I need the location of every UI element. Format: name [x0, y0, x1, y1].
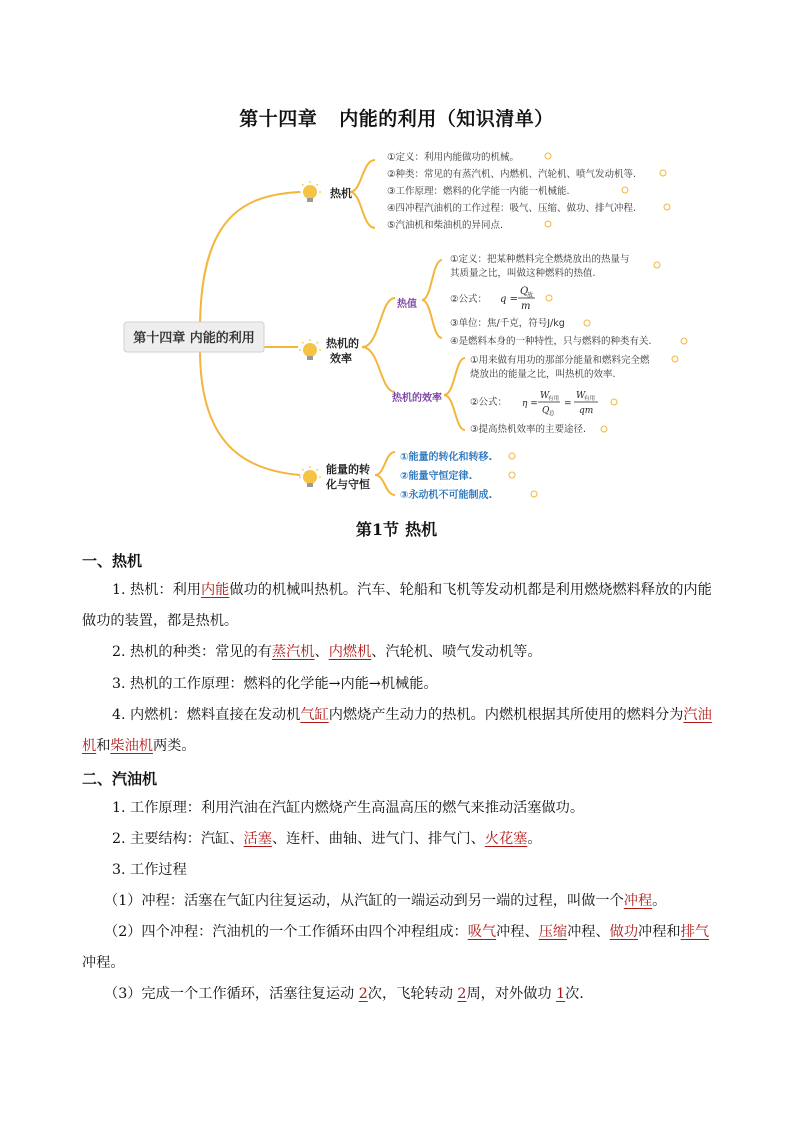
lightbulb-icon [299, 181, 321, 202]
svg-text:=: = [564, 399, 572, 409]
mm-item: ⑤汽油机和柴油机的异同点. [387, 220, 504, 231]
mm-item: ①能量的转化和转移. [400, 452, 493, 463]
mm-item: ④四冲程汽油机的工作过程：吸气、压缩、做功、排气冲程. [387, 203, 637, 214]
mm-item: ②种类：常见的有蒸汽机、内燃机、汽轮机、喷气发动机等. [387, 169, 637, 180]
mm-item: ④是燃料本身的一种特性，只与燃料的种类有关. [450, 336, 652, 347]
svg-text:q =: q = [500, 294, 518, 305]
svg-text:m: m [521, 301, 531, 312]
brace-fuel-value [422, 260, 442, 338]
paragraph-structure: 2. 主要结构：汽缸、活塞、连杆、曲轴、进气门、排气门、火花塞。 [112, 831, 542, 847]
mm-item: ①用来做有用功的那部分能量和燃料完全燃 [470, 355, 650, 366]
sub-label-fuel-value: 热值 [397, 299, 417, 310]
paragraph-stroke: （1）冲程：活塞在气缸内往复运动，从汽缸的一端运动到另一端的过程，叫做一个冲程。 [104, 893, 667, 909]
heading-gasoline-engine: 二、汽油机 [82, 770, 158, 788]
brace-engine-efficiency [444, 358, 465, 430]
mm-item: ②公式： [470, 397, 508, 408]
svg-text:有用: 有用 [584, 396, 596, 402]
mind-map [0, 140, 793, 510]
mm-item: ③提高热机效率的主要途径. [470, 424, 587, 435]
svg-text:Q: Q [542, 406, 550, 416]
svg-text:总: 总 [549, 411, 555, 417]
paragraph-four-strokes: （2）四个冲程：汽油机的一个工作循环由四个冲程组成：吸气冲程、压缩冲程、做功冲程和排气冲程。 [82, 924, 710, 971]
lightbulb-icon [299, 466, 321, 487]
mm-item: ②公式： [450, 294, 488, 305]
mm-item: ①定义：利用内能做功的机械。 [387, 152, 520, 163]
branch-label-heat-engine: 热机 [330, 187, 352, 200]
paragraph-process: 3. 工作过程 [112, 862, 187, 878]
svg-text:Q: Q [520, 286, 529, 297]
branch-label-energy-1: 能量的转 [326, 463, 370, 476]
mm-item: ①定义：把某种燃料完全燃烧放出的热量与 [450, 254, 630, 265]
lightbulb-icon [299, 339, 321, 360]
formula-engine-efficiency [522, 391, 598, 417]
paragraph-principle: 3. 热机的工作原理：燃料的化学能→内能→机械能。 [112, 676, 438, 692]
svg-text:W: W [540, 391, 550, 401]
section-title: 第1节 热机 [355, 520, 438, 539]
branch-label-efficiency-1: 热机的 [326, 337, 359, 350]
brace-efficiency [362, 298, 395, 392]
branch-label-energy-2: 化与守恒 [326, 478, 370, 491]
mm-item: ③永动机不可能制成. [400, 490, 493, 501]
svg-text:放: 放 [527, 292, 534, 299]
svg-text:W: W [576, 391, 586, 401]
brace-energy [375, 452, 395, 495]
svg-text:有用: 有用 [548, 396, 560, 402]
paragraph-cycle: （3）完成一个工作循环，活塞往复运动 2次，飞轮转动 2周，对外做功 1次. [104, 986, 584, 1002]
branch-line-energy [200, 350, 300, 475]
mm-item: ③单位：焦/千克，符号J/kg [450, 318, 565, 329]
formula-fuel-value [500, 286, 535, 312]
chapter-subtitle: 内能的利用（知识清单） [339, 108, 554, 130]
chapter-number: 第十四章 [239, 108, 318, 130]
branch-line-heat-engine [200, 192, 300, 330]
mm-item: 其质量之比，叫做这种燃料的热值. [450, 268, 596, 279]
paragraph-types: 2. 热机的种类：常见的有蒸汽机、内燃机、汽轮机、喷气发动机等。 [112, 644, 542, 660]
paragraph-work-principle: 1. 工作原理：利用汽油在汽缸内燃烧产生高温高压的燃气来推动活塞做功。 [112, 800, 585, 816]
mm-item: 烧放出的能量之比，叫热机的效率. [470, 369, 616, 380]
branch-label-efficiency-2: 效率 [330, 352, 352, 365]
brace-heat-engine [350, 160, 375, 228]
page-title [0, 104, 793, 131]
paragraph-definition: 1. 热机：利用内能做功的机械叫热机。汽车、轮船和飞机等发动机都是利用燃烧燃料释放的内能做功的装置，都是热机。 [82, 582, 712, 629]
svg-text:η =: η = [522, 399, 538, 409]
svg-text:qm: qm [579, 406, 594, 416]
root-label: 第十四章 内能的利用 [133, 331, 255, 346]
mm-item: ③工作原理：燃料的化学能一内能一机械能. [387, 186, 570, 197]
sub-label-engine-efficiency: 热机的效率 [392, 393, 442, 404]
heading-heat-engine: 一、热机 [82, 552, 143, 570]
mm-item: ②能量守恒定律. [400, 471, 473, 482]
paragraph-internal-combustion: 4. 内燃机：燃料直接在发动机气缸内燃烧产生动力的热机。内燃机根据其所使用的燃料分为汽油机和柴油机两类。 [82, 707, 712, 754]
